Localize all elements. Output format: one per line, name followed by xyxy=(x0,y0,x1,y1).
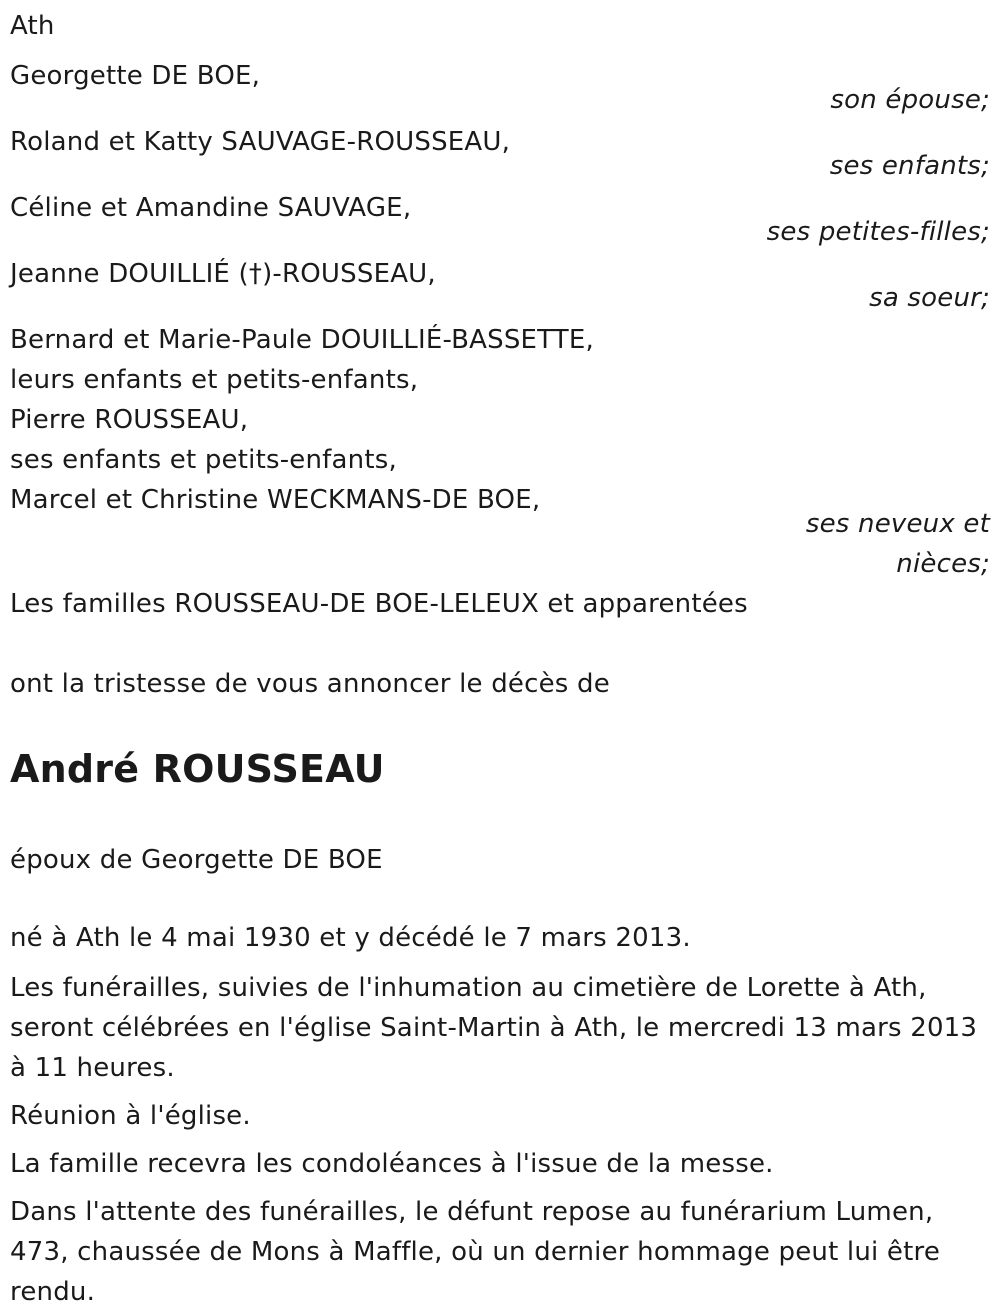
family-role: son épouse; xyxy=(830,85,990,115)
family-role: ses neveux et xyxy=(805,509,990,539)
announcement: ont la tristesse de vous annoncer le décès de xyxy=(10,669,610,699)
family-name: Bernard et Marie-Paule DOUILLIÉ-BASSETTE, xyxy=(10,325,594,355)
family-name: Jeanne DOUILLIÉ (†)-ROUSSEAU, xyxy=(10,259,436,289)
funeral-line: Les funérailles, suivies de l'inhumation au cimetière de Lorette à Ath, xyxy=(10,973,927,1003)
funeral-line: seront célébrées en l'église Saint-Martin à Ath, le mercredi 13 mars 2013 xyxy=(10,1013,978,1043)
funeral-line: à 11 heures. xyxy=(10,1053,175,1083)
funeral-paragraph xyxy=(10,968,990,1088)
family-name: Pierre ROUSSEAU, xyxy=(10,405,249,435)
family-role: sa soeur; xyxy=(869,283,990,313)
spouse-line: époux de Georgette DE BOE xyxy=(10,845,383,875)
deceased-name: André ROUSSEAU xyxy=(10,747,385,791)
family-group-nephews xyxy=(10,320,990,584)
family-name: leurs enfants et petits-enfants, xyxy=(10,365,419,395)
family-role: ses enfants; xyxy=(829,151,990,181)
obituary-page xyxy=(0,6,1000,1313)
family-name: Marcel et Christine WECKMANS-DE BOE, xyxy=(10,485,541,515)
rest-paragraph xyxy=(10,1192,990,1312)
family-group-spouse xyxy=(10,56,990,120)
rest-line: Dans l'attente des funérailles, le défunt repose au funérarium Lumen, xyxy=(10,1197,934,1227)
family-role: nièces; xyxy=(896,549,990,579)
family-name: Georgette DE BOE, xyxy=(10,61,261,91)
birth-death: né à Ath le 4 mai 1930 et y décédé le 7 mars 2013. xyxy=(10,923,691,953)
condolences: La famille recevra les condoléances à l'issue de la messe. xyxy=(10,1149,774,1179)
family-name: ses enfants et petits-enfants, xyxy=(10,445,397,475)
rest-line: 473, chaussée de Mons à Maffle, où un dernier hommage peut lui être xyxy=(10,1237,941,1267)
family-group-granddaughters xyxy=(10,188,990,252)
family-group-children xyxy=(10,122,990,186)
location: Ath xyxy=(10,11,55,41)
rest-line: rendu. xyxy=(10,1277,96,1307)
family-name: Céline et Amandine SAUVAGE, xyxy=(10,193,412,223)
family-role: ses petites-filles; xyxy=(766,217,990,247)
family-group-sister xyxy=(10,254,990,318)
family-name: Roland et Katty SAUVAGE-ROUSSEAU, xyxy=(10,127,511,157)
families-line: Les familles ROUSSEAU-DE BOE-LELEUX et apparentées xyxy=(10,589,748,619)
meeting: Réunion à l'église. xyxy=(10,1101,251,1131)
